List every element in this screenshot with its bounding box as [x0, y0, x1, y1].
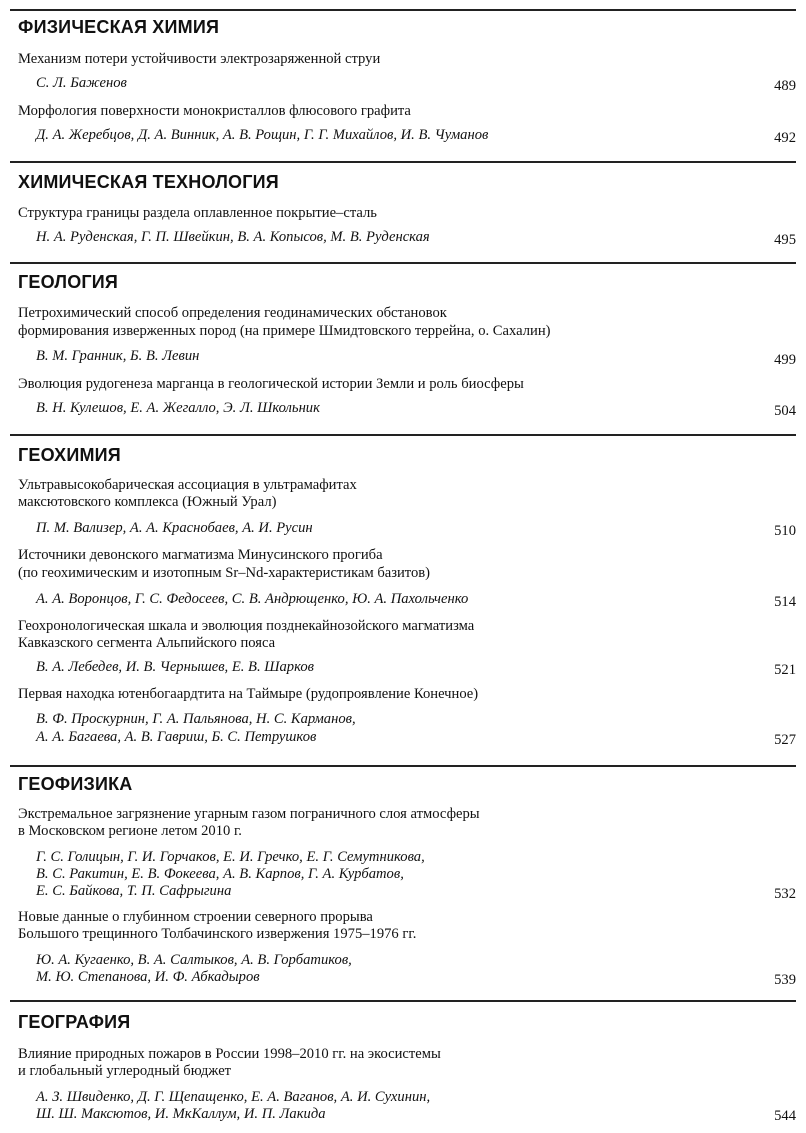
article-authors: Д. А. Жеребцов, Д. А. Винник, А. В. Рощин, Г. Г. Михайлов, И. В. Чуманов	[36, 127, 489, 143]
section-heading: ГЕОГРАФИЯ	[18, 1012, 131, 1032]
article-page: 492	[774, 130, 796, 146]
article-title[interactable]: (по геохимическим и изотопным Sr–Nd-характеристикам базитов)	[18, 565, 431, 581]
article-title[interactable]: Экстремальное загрязнение угарным газом пограничного слоя атмосферы	[18, 806, 480, 822]
article-title[interactable]: Влияние природных пожаров в России 1998–2010 гг. на экосистемы	[18, 1046, 441, 1062]
article-authors: В. Н. Кулешов, Е. А. Жегалло, Э. Л. Школьник	[36, 400, 320, 416]
section-heading: ГЕОЛОГИЯ	[18, 272, 119, 292]
article-page: 495	[774, 232, 796, 248]
article-title[interactable]: в Московском регионе летом 2010 г.	[18, 823, 242, 839]
article-title[interactable]: Геохронологическая шкала и эволюция позднекайнозойского магматизма	[18, 618, 475, 634]
article-page: 521	[774, 662, 796, 678]
article-page: 527	[774, 732, 796, 748]
article-title[interactable]: максютовского комплекса (Южный Урал)	[18, 494, 277, 510]
section-rule	[10, 161, 796, 163]
article-title[interactable]: Эволюция рудогенеза марганца в геологической истории Земли и роль биосферы	[18, 376, 524, 392]
article-title[interactable]: Первая находка ютенбогаардтита на Таймыре (рудопроявление Конечное)	[18, 686, 479, 702]
article-authors: Е. С. Байкова, Т. П. Сафрыгина	[36, 883, 232, 899]
article-authors: В. А. Лебедев, И. В. Чернышев, Е. В. Шарков	[36, 659, 314, 675]
section-heading: ГЕОФИЗИКА	[18, 774, 133, 794]
article-authors: А. А. Воронцов, Г. С. Федосеев, С. В. Андрющенко, Ю. А. Пахольченко	[36, 591, 469, 607]
article-title[interactable]: Источники девонского магматизма Минусинского прогиба	[18, 547, 383, 563]
article-title[interactable]: Новые данные о глубинном строении северного прорыва	[18, 909, 373, 925]
article-page: 510	[774, 523, 796, 539]
article-page: 504	[774, 403, 796, 419]
article-title[interactable]: Петрохимический способ определения геодинамических обстановок	[18, 305, 447, 321]
article-authors: А. З. Швиденко, Д. Г. Щепащенко, Е. А. Ваганов, А. И. Сухинин,	[36, 1089, 431, 1105]
article-authors: В. Ф. Проскурнин, Г. А. Пальянова, Н. С. Карманов,	[36, 711, 356, 727]
article-page: 499	[774, 352, 796, 368]
section-rule	[10, 1000, 796, 1002]
article-page: 532	[774, 886, 796, 902]
article-authors: Ю. А. Кугаенко, В. А. Салтыков, А. В. Горбатиков,	[36, 952, 352, 968]
article-authors: Н. А. Руденская, Г. П. Швейкин, В. А. Копысов, М. В. Руденская	[36, 229, 430, 245]
article-title[interactable]: Кавказского сегмента Альпийского пояса	[18, 635, 276, 651]
article-page: 489	[774, 78, 796, 94]
article-authors: П. М. Вализер, А. А. Краснобаев, А. И. Русин	[36, 520, 313, 536]
article-authors: А. А. Багаева, А. В. Гавриш, Б. С. Петрушков	[36, 729, 317, 745]
article-authors: В. С. Ракитин, Е. В. Фокеева, А. В. Карпов, Г. А. Курбатов,	[36, 866, 404, 882]
article-page: 539	[774, 972, 796, 988]
article-authors: В. М. Гранник, Б. В. Левин	[36, 348, 200, 364]
article-authors: М. Ю. Степанова, И. Ф. Абкадыров	[36, 969, 260, 985]
article-authors: С. Л. Баженов	[36, 75, 127, 91]
article-title[interactable]: Морфология поверхности монокристаллов флюсового графита	[18, 103, 411, 119]
article-title[interactable]: Механизм потери устойчивости электрозаряженной струи	[18, 51, 381, 67]
section-rule	[10, 262, 796, 264]
section-rule	[10, 765, 796, 767]
article-title[interactable]: формирования изверженных пород (на примере Шмидтовского террейна, о. Сахалин)	[18, 323, 551, 339]
section-heading: ГЕОХИМИЯ	[18, 445, 121, 465]
section-rule	[10, 434, 796, 436]
section-heading: ХИМИЧЕСКАЯ ТЕХНОЛОГИЯ	[18, 172, 279, 192]
article-authors: Г. С. Голицын, Г. И. Горчаков, Е. И. Гречко, Е. Г. Семутникова,	[36, 849, 425, 865]
section-rule	[10, 9, 796, 11]
article-title[interactable]: Структура границы раздела оплавленное покрытие–сталь	[18, 205, 377, 221]
article-title[interactable]: Ультравысокобарическая ассоциация в ультрамафитах	[18, 477, 357, 493]
article-title[interactable]: Большого трещинного Толбачинского извержения 1975–1976 гг.	[18, 926, 417, 942]
section-heading: ФИЗИЧЕСКАЯ ХИМИЯ	[18, 17, 220, 37]
article-title[interactable]: и глобальный углеродный бюджет	[18, 1063, 232, 1079]
article-page: 544	[774, 1108, 796, 1124]
article-authors: Ш. Ш. Максютов, И. МкКаллум, И. П. Лакида	[36, 1106, 326, 1122]
article-page: 514	[774, 594, 796, 610]
